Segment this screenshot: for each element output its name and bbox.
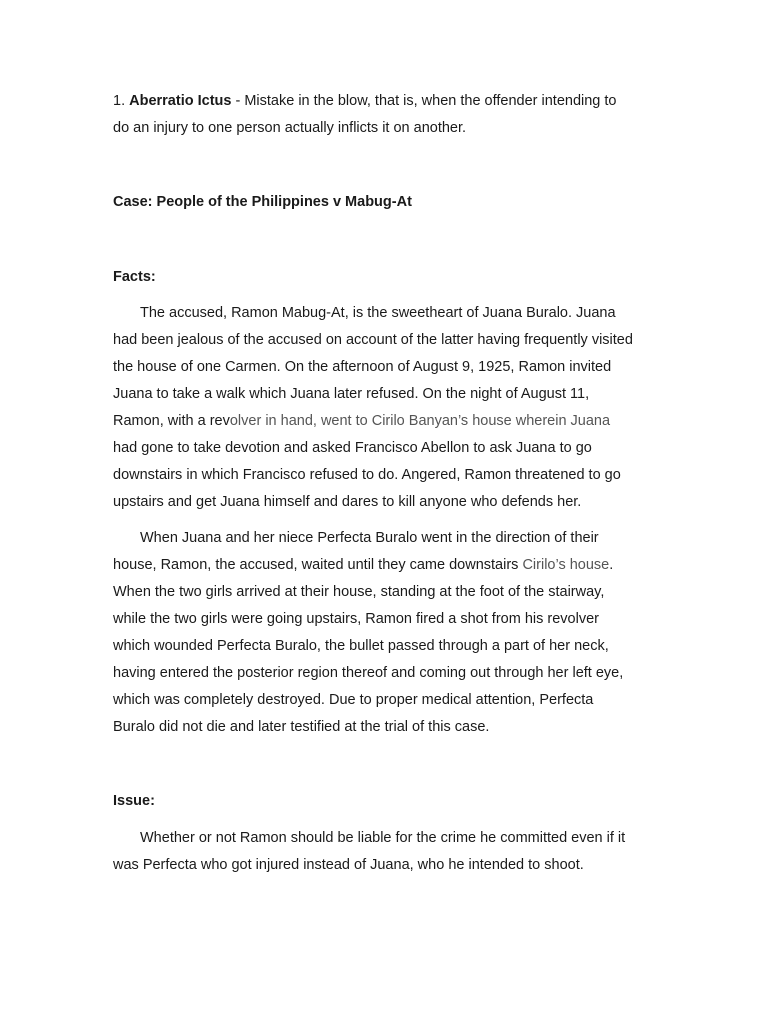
case-title: Case: People of the Philippines v Mabug-At [113, 194, 412, 210]
definition-text: - Mistake in the blow, that is, when the offender intending to [231, 93, 617, 109]
text-line: having entered the posterior region thereof and coming out through her left eye, [113, 665, 624, 681]
text-line: was Perfecta who got injured instead of Juana, who he intended to shoot. [113, 857, 584, 873]
issue-paragraph [113, 825, 658, 879]
facts-paragraph-1 [113, 300, 658, 516]
text-segment: house, Ramon, the accused, waited until they came downstairs [113, 557, 523, 573]
definition-line-1 [113, 88, 658, 115]
text-segment-light: Cirilo’s house [522, 557, 610, 573]
facts-paragraph-2 [113, 525, 658, 741]
text-line: Buralo did not die and later testified at the trial of this case. [113, 719, 490, 735]
text-line: downstairs in which Francisco refused to do. Angered, Ramon threatened to go [113, 467, 621, 483]
text-segment: . [609, 557, 614, 573]
text-line: the house of one Carmen. On the afternoon of August 9, 1925, Ramon invited [113, 359, 612, 375]
text-line: had been jealous of the accused on account of the latter having frequently visited [113, 332, 633, 348]
definition-number: 1. [113, 93, 130, 109]
facts-heading: Facts: [113, 269, 156, 285]
issue-heading: Issue: [113, 793, 155, 809]
text-line: which was completely destroyed. Due to proper medical attention, Perfecta [113, 692, 594, 708]
text-line [113, 552, 658, 579]
text-line: had gone to take devotion and asked Francisco Abellon to ask Juana to go [113, 440, 592, 456]
definition-paragraph [113, 88, 658, 142]
definition-line-2: do an injury to one person actually inflicts it on another. [113, 120, 467, 136]
text-line: Whether or not Ramon should be liable for the crime he committed even if it [140, 830, 626, 846]
text-line: When Juana and her niece Perfecta Buralo went in the direction of their [140, 530, 599, 546]
text-line: When the two girls arrived at their house, standing at the foot of the stairway, [113, 584, 605, 600]
text-line: which wounded Perfecta Buralo, the bullet passed through a part of her neck, [113, 638, 609, 654]
text-segment-light: olver in hand, went to Cirilo Banyan’s house wherein Juana [229, 413, 611, 429]
text-line: while the two girls were going upstairs, Ramon fired a shot from his revolver [113, 611, 599, 627]
text-line: Juana to take a walk which Juana later refused. On the night of August 11, [113, 386, 590, 402]
text-line [113, 408, 658, 435]
text-line: The accused, Ramon Mabug-At, is the sweetheart of Juana Buralo. Juana [140, 305, 616, 321]
text-segment: Ramon, with a rev [113, 413, 230, 429]
text-line: upstairs and get Juana himself and dares to kill anyone who defends her. [113, 494, 582, 510]
definition-term: Aberratio Ictus [129, 93, 232, 109]
